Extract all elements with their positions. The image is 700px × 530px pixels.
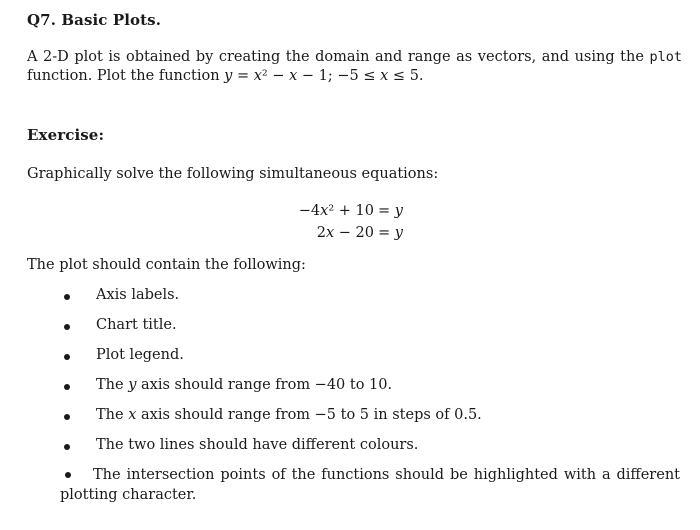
eq2-const: − 20	[334, 225, 374, 241]
equation-1-lhs	[296, 200, 378, 222]
math-var-x: x	[128, 407, 137, 423]
bullet-icon	[64, 324, 70, 330]
math-var-x: x	[253, 68, 262, 84]
math-rest: − 1; −5 ≤	[297, 68, 381, 84]
list-item-text	[96, 377, 392, 393]
equation-1-rhs	[378, 200, 403, 222]
list-item	[0, 317, 700, 337]
intro-text-part2: function. Plot the function	[27, 68, 225, 84]
text-pre: The	[96, 407, 129, 423]
text-pre: The	[96, 377, 129, 393]
list-item-text: The intersection points of the functions should be highlighted with a different plotting character.	[60, 467, 680, 503]
math-var-x: x	[380, 68, 389, 84]
eq1-coef: −4	[298, 203, 321, 219]
question-title: Q7. Basic Plots.	[27, 11, 162, 29]
eq1-sq: ²	[328, 203, 335, 219]
bullet-icon	[64, 444, 70, 450]
exercise-title: Exercise:	[27, 126, 105, 144]
equation-2-rhs	[378, 222, 403, 244]
equation-block	[296, 200, 403, 244]
eq2-equals: =	[378, 225, 395, 241]
math-sq: ²	[261, 68, 268, 84]
intro-math	[224, 68, 423, 84]
intro-text-part1: A 2-D plot is obtained by creating the domain and range as vectors, and using the	[27, 49, 650, 65]
bullet-icon	[64, 384, 70, 390]
list-item-last	[60, 465, 680, 505]
requirements-label: The plot should contain the following:	[27, 257, 306, 273]
list-item-text: Axis labels.	[96, 287, 180, 303]
list-item-text	[96, 407, 482, 423]
eq2-coef: 2	[316, 225, 326, 241]
math-end: ≤ 5.	[388, 68, 424, 84]
list-item	[0, 287, 700, 307]
list-item-text: Chart title.	[96, 317, 177, 333]
list-item	[0, 347, 700, 367]
math-var-y: y	[224, 68, 233, 84]
equation-2-lhs	[296, 222, 378, 244]
bullet-icon	[64, 294, 70, 300]
eq2-var-y: y	[394, 225, 403, 241]
equation-2	[296, 222, 403, 244]
eq1-var-x: x	[320, 203, 329, 219]
eq2-var-x: x	[325, 225, 335, 241]
math-eq: =	[232, 68, 254, 84]
math-var-y: y	[128, 377, 137, 393]
bullet-icon	[65, 472, 71, 478]
question-intro	[27, 48, 682, 86]
equation-1	[296, 200, 403, 222]
math-minus: −	[267, 68, 290, 84]
list-item-text: Plot legend.	[96, 347, 184, 363]
list-item	[0, 377, 700, 397]
eq1-equals: =	[378, 203, 395, 219]
math-var-x: x	[289, 68, 298, 84]
eq1-var-y: y	[394, 203, 403, 219]
bullet-icon	[64, 354, 70, 360]
eq1-const: + 10	[334, 203, 374, 219]
text-post: axis should range from −5 to 5 in steps of 0.5.	[136, 407, 482, 423]
bullet-icon	[64, 414, 70, 420]
list-item	[0, 437, 700, 457]
text-post: axis should range from −40 to 10.	[136, 377, 393, 393]
plot-code: plot	[649, 49, 682, 65]
list-item	[0, 407, 700, 427]
list-item-text: The two lines should have different colours.	[96, 437, 419, 453]
exercise-instruction: Graphically solve the following simultaneous equations:	[27, 166, 439, 182]
